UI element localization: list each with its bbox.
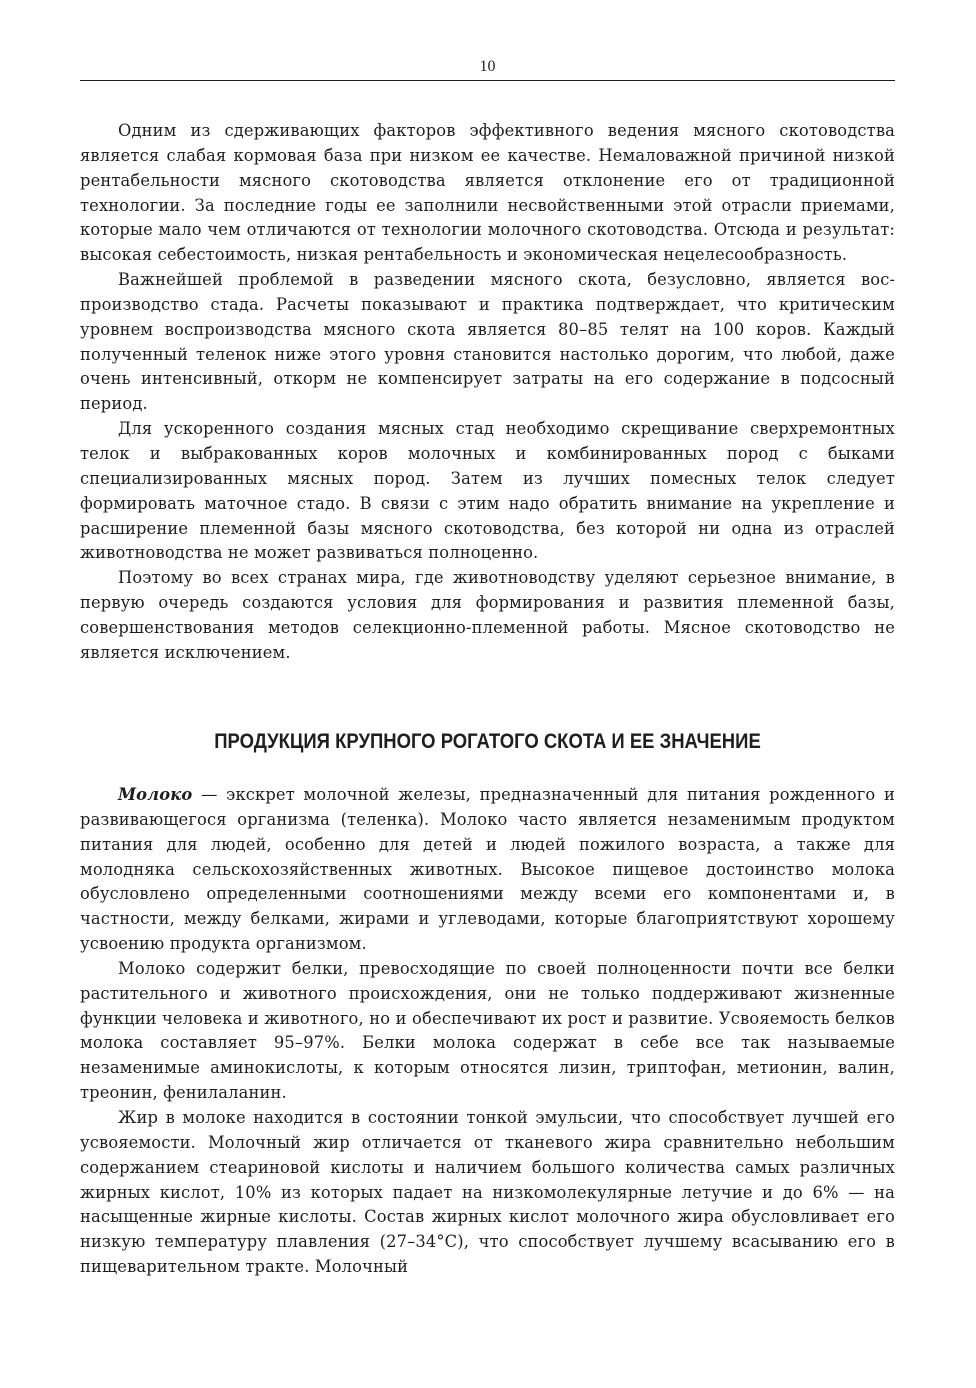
lead-term: Молоко: [118, 785, 193, 804]
paragraph: Одним из сдерживающих факторов эффективного ведения мясного скотоводства является слабая кормовая база при низком ее качестве. Немаловажной причиной низкой рентабельности мясного скотоводства является отклонение его от традиционной технологии. За последние годы ее заполнили несвойственными этой отрасли приемами, которые мало чем отличаются от технологии молочного скотоводства. Отсюда и результат: высокая себестоимость, низкая рентабельность и экономическая нецелесообразность.: [80, 121, 895, 265]
header-rule: [80, 80, 895, 81]
paragraph: Поэтому во всех странах мира, где животноводству уделяют серьезное внимание, в первую очередь создаются условия для формирования и развития племенной базы, совершенствования методов селекционно-племенной работы. Мясное скотоводство не является исключением.: [80, 568, 895, 662]
lead-paragraph: [80, 783, 895, 957]
section-text: [80, 783, 895, 1280]
paragraph: Важнейшей проблемой в разведении мясного скота, безусловно, является воспроизводство стада. Расчеты показывают и практика подтверждает, что критическим уровнем воспроизводства мясного скота является 80–85 телят на 100 коров. Каждый полученный теленок ниже этого уровня становится настолько дорогим, что любой, даже очень интенсивный, откорм не компенсирует затраты на его содержание в подсосный период.: [80, 270, 895, 414]
section-heading: ПРОДУКЦИЯ КРУПНОГО РОГАТОГО СКОТА И ЕЕ ЗНАЧЕНИЕ: [214, 730, 761, 753]
intro-text: [80, 119, 895, 666]
paragraph: Для ускоренного создания мясных стад необходимо скрещивание сверхремонтных телок и выбракованных коров молочных и комбинированных пород с быками специализированных мясных пород. Затем из лучших помесных телок следует формировать маточное стадо. В связи с этим надо обратить внимание на укрепление и расширение племенной базы мясного скотоводства, без которой ни одна из отраслей животноводства не может развиваться полноценно.: [80, 419, 895, 563]
paragraph: Молоко содержит белки, превосходящие по своей полноценности почти все белки растительного и животного происхождения, они не только поддерживают жизненные функции человека и животного, но и обеспечивают их рост и развитие. Усвояемость белков молока составляет 95–97%. Белки молока содержат в себе все так называемые незаменимые аминокислоты, к которым относятся лизин, триптофан, метионин, валин, треонин, фенилаланин.: [80, 958, 895, 1103]
lead-text: — экскрет молочной железы, предназначенный для питания рожденного и развивающегося организма (теленка). Молоко часто является незаменимым продуктом питания для людей, особенно для детей и людей пожилого возраста, а также для молодняка сельскохозяйственных животных. Высокое пищевое достоинство молока обусловлено определенными соотношениями между всеми его компонентами и, в частности, между белками, жирами и углеводами, которые благоприятствуют хорошему усвоению продукта организмом.: [80, 785, 895, 954]
page-number: 10: [479, 58, 496, 75]
paragraph: Жир в молоке находится в состоянии тонкой эмульсии, что способствует лучшей его усвояемости. Молочный жир отличается от тканевого жира сравнительно небольшим содержанием стеариновой кислоты и наличием большого количества самых различных жирных кислот, 10% из которых падает на низкомолекулярные летучие и до 6% — на насыщенные жирные кислоты. Состав жирных кислот молочного жира обусловливает его низкую температуру плавления (27–34°С), что способствует лучшему всасыванию его в пищеварительном тракте. Молочный: [80, 1107, 895, 1277]
